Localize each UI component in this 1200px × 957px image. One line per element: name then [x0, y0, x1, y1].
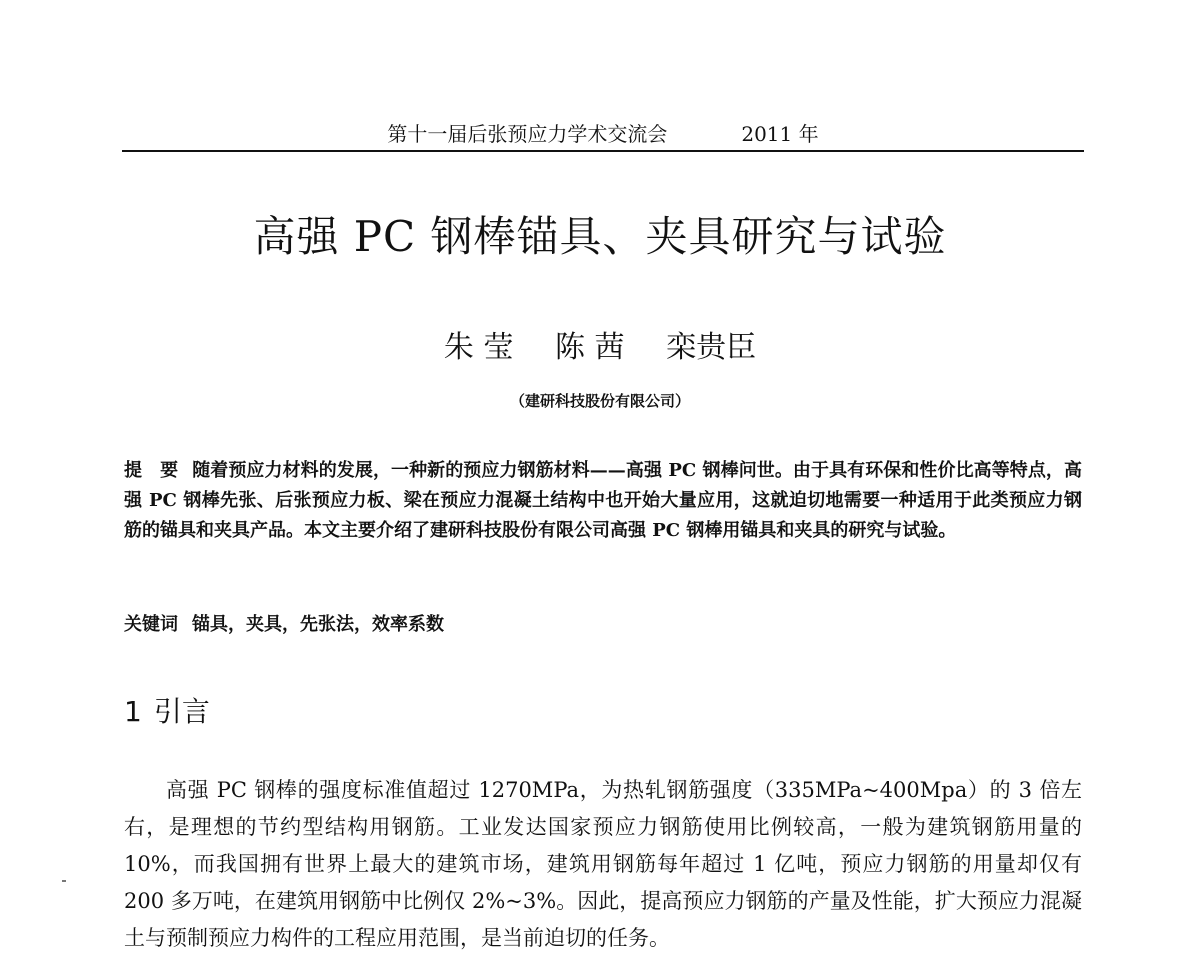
section-heading	[124, 690, 210, 730]
author-3: 栾贵臣	[666, 330, 757, 365]
header-rule	[122, 150, 1084, 152]
keywords	[124, 610, 1082, 640]
running-header	[122, 118, 1084, 150]
author-1: 朱 莹	[443, 330, 514, 365]
abstract-text: 随着预应力材料的发展，一种新的预应力钢筋材料——高强 PC 钢棒问世。由于具有环保和性价比高等特点，高强 PC 钢棒先张、后张预应力板、梁在预应力混凝土结构中也开始大量应用，这就迫切地需要一种适用于此类预应力钢筋的锚具和夹具产品。本文主要介绍了建研科技股份有限公司高强 PC 钢棒用锚具和夹具的研究与试验。	[124, 460, 1083, 541]
abstract-label: 提 要	[124, 460, 179, 481]
section-title: 引言	[153, 695, 210, 728]
conference-year: 2011 年	[741, 122, 819, 146]
margin-mark	[62, 880, 66, 882]
author-list	[0, 322, 1200, 366]
paper-title: 高强 PC 钢棒锚具、夹具研究与试验	[253, 212, 947, 261]
author-2: 陈 茜	[555, 330, 625, 365]
affiliation: （建研科技股份有限公司）	[509, 392, 690, 410]
conference-name: 第十一届后张预应力学术交流会	[387, 122, 668, 146]
abstract	[124, 456, 1082, 546]
body-paragraph: 高强 PC 钢棒的强度标准值超过 1270MPa，为热轧钢筋强度（335MPa~400Mpa）的 3 倍左右，是理想的节约型结构用钢筋。工业发达国家预应力钢筋使用比例较高，一般为建筑钢筋用量的 10%，而我国拥有世界上最大的建筑市场，建筑用钢筋每年超过 1 亿吨，预应力钢筋的用量却仅有 200 多万吨，在建筑用钢筋中比例仅 2%~3%。因此，提高预应力钢筋的产量及性能，扩大预应力混凝土与预制预应力构件的工程应用范围，是当前迫切的任务。	[124, 778, 1082, 950]
keywords-label: 关键词	[124, 614, 178, 635]
keywords-text: 锚具，夹具，先张法，效率系数	[192, 614, 444, 635]
section-number: 1	[124, 695, 142, 728]
